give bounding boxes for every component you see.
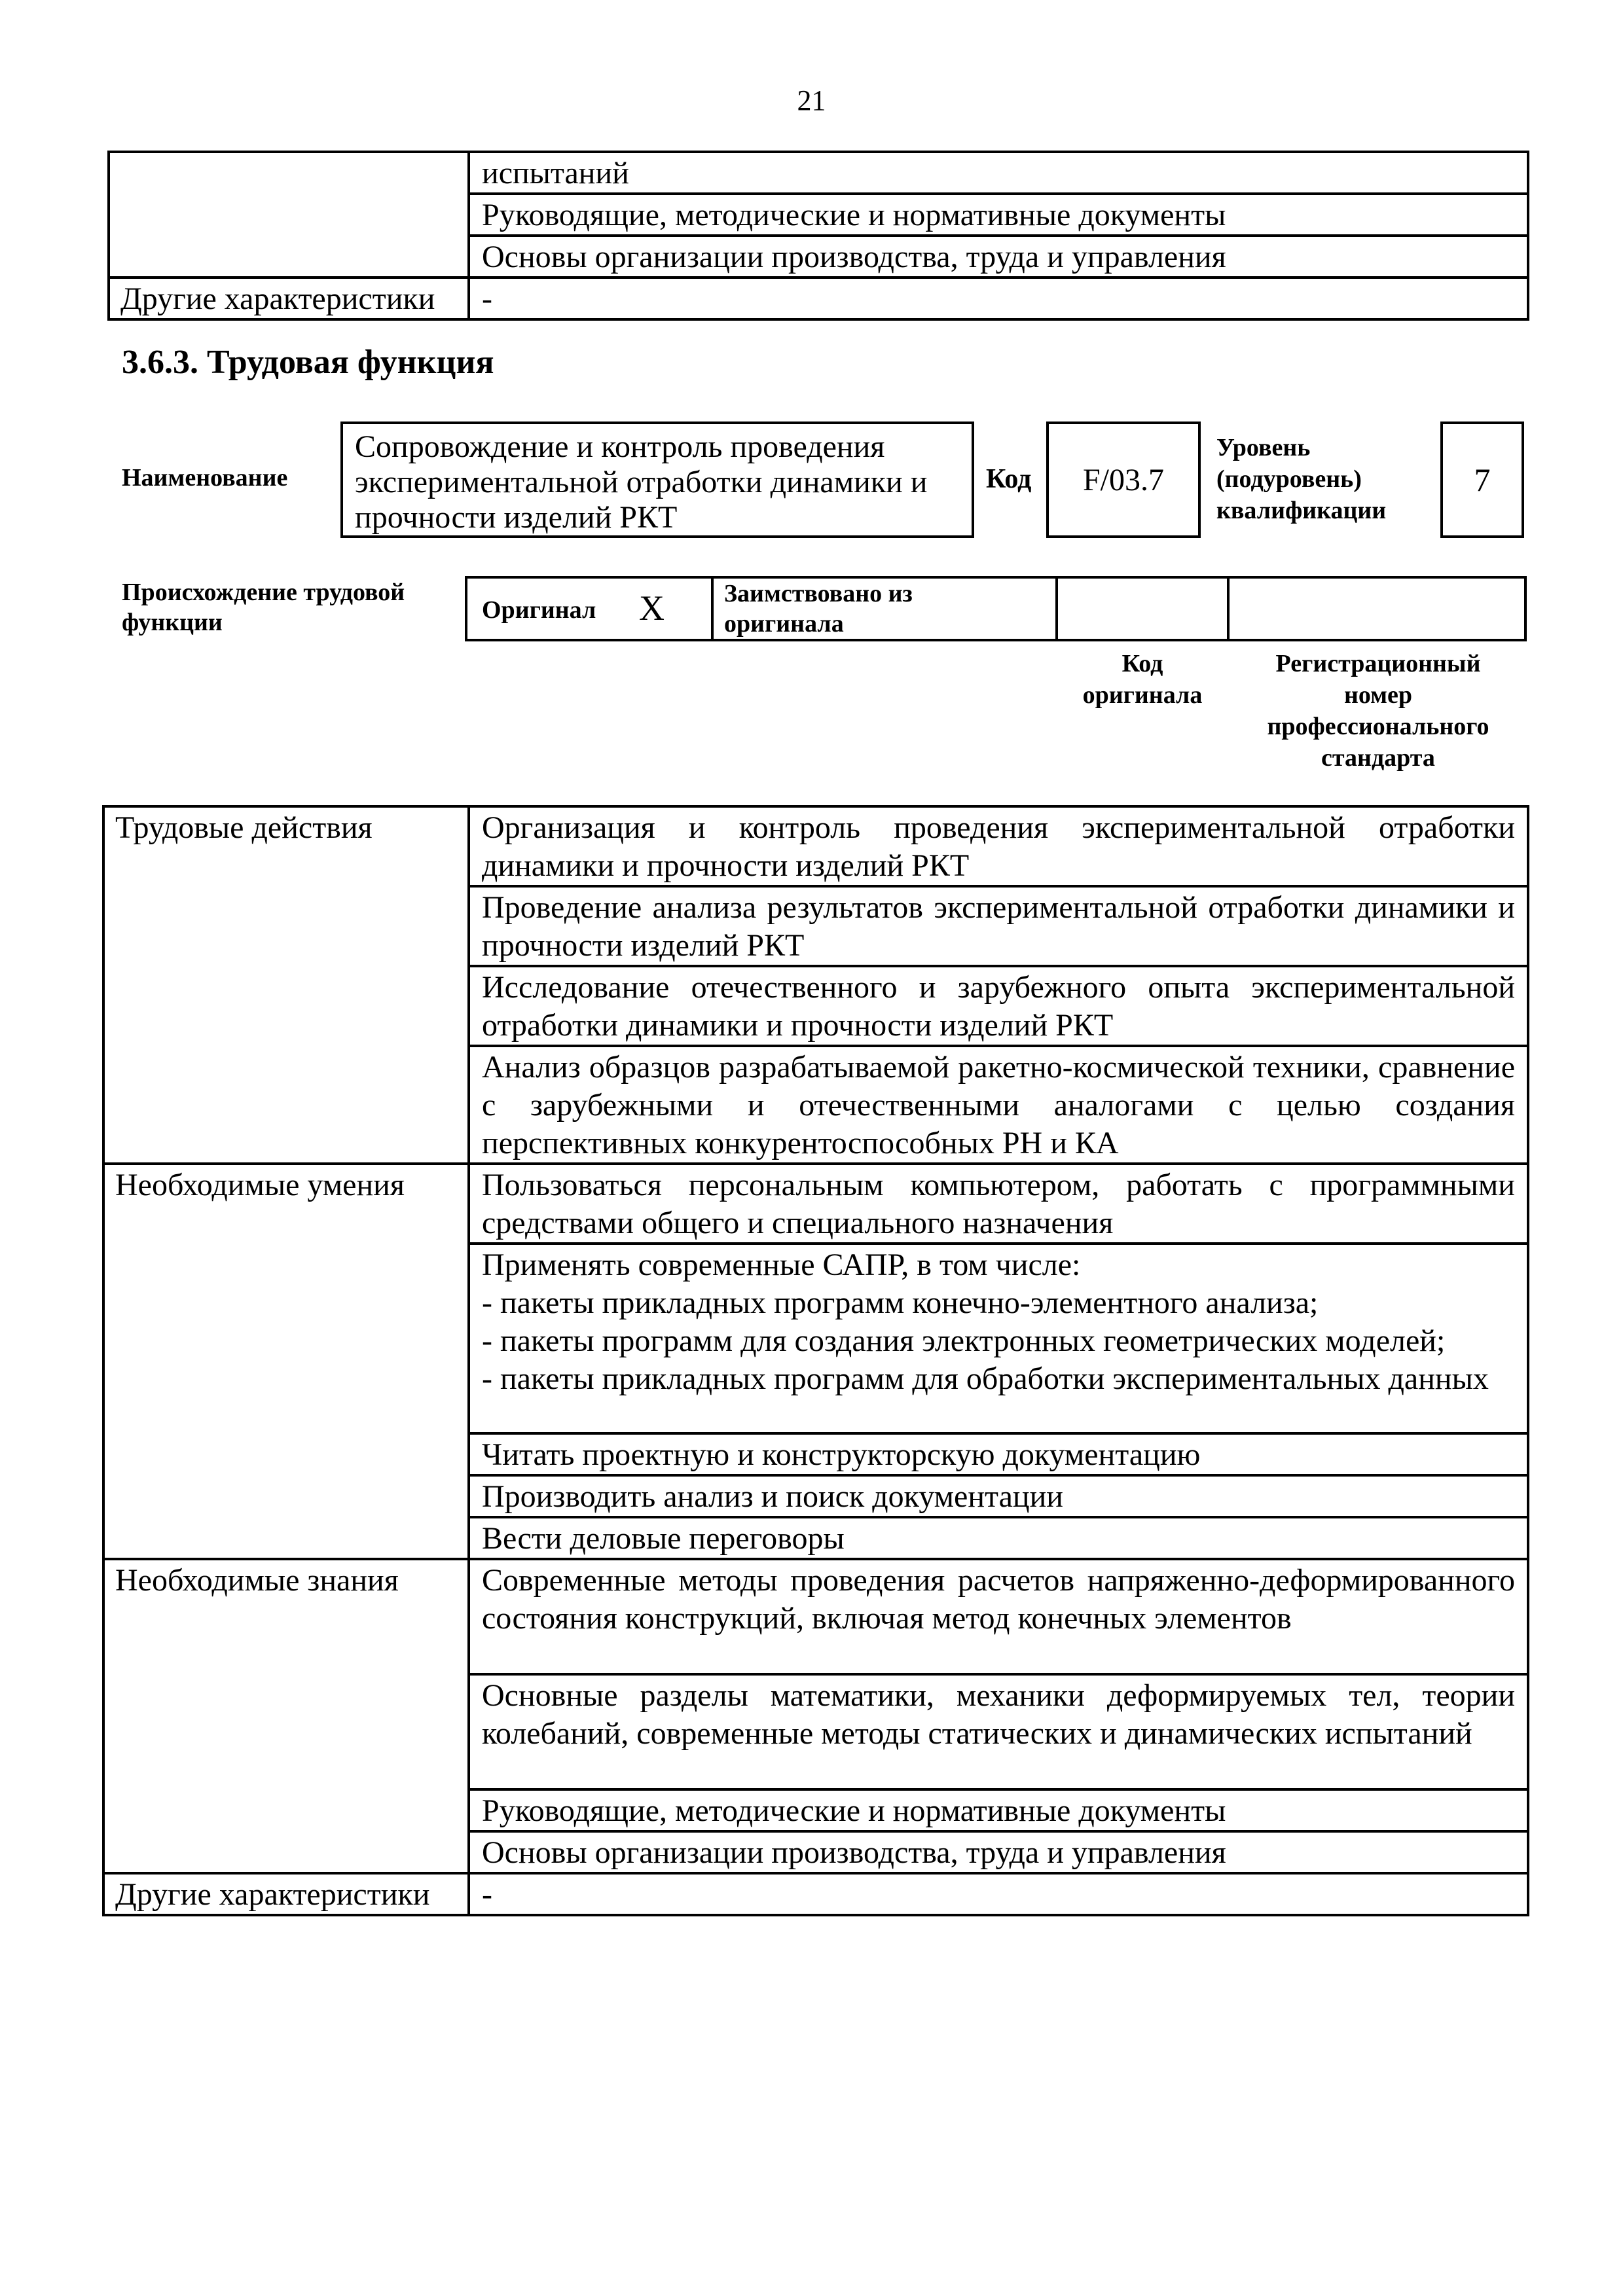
- origin-divider-3: [1227, 576, 1230, 641]
- action-item: Анализ образцов разрабатываемой ракетно-космической техники, сравнение с зарубежными и отечественными аналогами с целью создания перспективных конкурентоспособных РН и КА: [469, 1046, 1528, 1164]
- level-label: Уровень (подуровень) квалификации: [1216, 434, 1387, 524]
- page-number: 21: [797, 84, 826, 117]
- knowledge-item: Руководящие, методические и нормативные документы: [469, 1789, 1528, 1831]
- original-label: Оригинал: [482, 596, 596, 624]
- code-caption: Код оригинала: [1082, 650, 1203, 709]
- other-value: -: [469, 1873, 1528, 1915]
- top-table-row: Руководящие, методические и нормативные документы: [469, 194, 1528, 236]
- action-item: Организация и контроль проведения экспериментальной отработки динамики и прочности изделий РКТ: [469, 806, 1528, 886]
- level-value-box: [1440, 422, 1524, 538]
- top-table-label-empty: [109, 152, 469, 278]
- top-table: [107, 151, 1529, 321]
- skill-cad-line: - пакеты прикладных программ конечно-элементного анализа;: [482, 1285, 1319, 1320]
- name-label: Наименование: [122, 464, 288, 492]
- section-title: 3.6.3. Трудовая функция: [122, 344, 494, 381]
- reg-caption: Регистрационный номер профессионального стандарта: [1267, 650, 1489, 772]
- action-item: Проведение анализа результатов экспериментальной отработки динамики и прочности изделий РКТ: [469, 886, 1528, 966]
- main-table: [102, 805, 1529, 1916]
- origin-divider-1: [711, 576, 714, 641]
- skill-item: Пользоваться персональным компьютером, работать с программными средствами общего и специального назначения: [469, 1164, 1528, 1244]
- top-table-row: испытаний: [469, 152, 1528, 194]
- code-label: Код: [986, 464, 1032, 494]
- skill-cad-line: - пакеты прикладных программ для обработки экспериментальных данных: [482, 1361, 1489, 1396]
- origin-label: Происхождение трудовой функции: [122, 579, 405, 636]
- skills-label: Необходимые умения: [103, 1164, 469, 1559]
- knowledge-item: Основные разделы математики, механики деформируемых тел, теории колебаний, современные методы статических и динамических испытаний: [469, 1674, 1528, 1789]
- top-table-other-value: -: [469, 278, 1528, 319]
- name-value: Сопровождение и контроль проведения экспериментальной отработки динамики и прочности изделий РКТ: [355, 429, 928, 535]
- origin-row: [465, 576, 1527, 641]
- code-value-box: [1046, 422, 1201, 538]
- knowledge-item: Основы организации производства, труда и управления: [469, 1831, 1528, 1873]
- top-table-row: Основы организации производства, труда и управления: [469, 236, 1528, 278]
- other-label: Другие характеристики: [103, 1873, 469, 1915]
- skill-item: Читать проектную и конструкторскую документацию: [469, 1433, 1528, 1475]
- origin-divider-2: [1055, 576, 1058, 641]
- borrowed-label: Заимствовано из оригинала: [724, 580, 913, 637]
- original-mark: X: [639, 588, 665, 628]
- level-value: 7: [1474, 461, 1491, 498]
- knowledge-item: Современные методы проведения расчетов напряженно-деформированного состояния конструкций, включая метод конечных элементов: [469, 1559, 1528, 1674]
- knowledge-label: Необходимые знания: [103, 1559, 469, 1873]
- code-value: F/03.7: [1082, 462, 1165, 497]
- action-item: Исследование отечественного и зарубежного опыта экспериментальной отработки динамики и прочности изделий РКТ: [469, 966, 1528, 1046]
- skill-item: Производить анализ и поиск документации: [469, 1475, 1528, 1517]
- skill-cad-line: - пакеты программ для создания электронных геометрических моделей;: [482, 1323, 1446, 1358]
- skill-item: Вести деловые переговоры: [469, 1517, 1528, 1559]
- name-value-box: [340, 422, 974, 538]
- top-table-other-label: Другие характеристики: [109, 278, 469, 319]
- skill-cad-intro: Применять современные САПР, в том числе:: [482, 1247, 1081, 1282]
- skill-item-cad: [469, 1244, 1528, 1433]
- actions-label: Трудовые действия: [103, 806, 469, 1164]
